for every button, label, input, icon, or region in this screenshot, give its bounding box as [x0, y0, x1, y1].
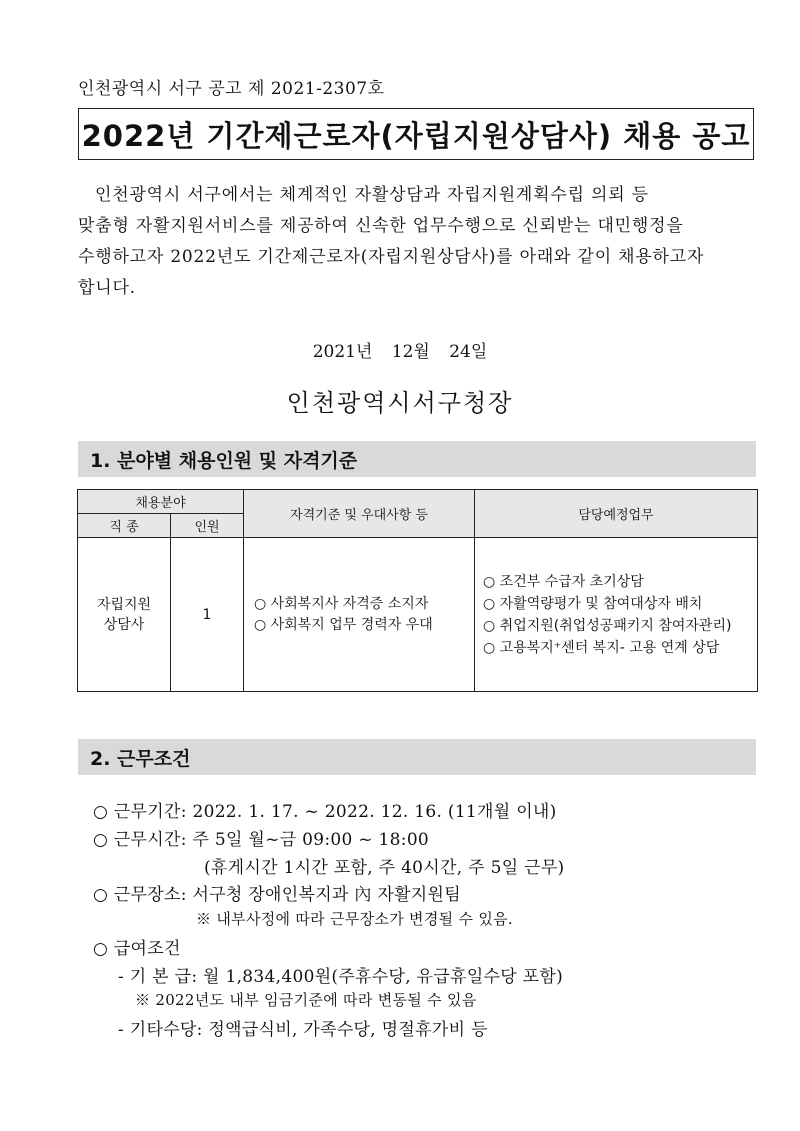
recruitment-table [77, 489, 758, 692]
header-count: 인원 [171, 514, 244, 538]
work-hours-note: (휴게시간 1시간 포함, 주 40시간, 주 5일 근무) [204, 858, 565, 878]
qualification-item: ○ 사회복지 업무 경력자 우대 [254, 616, 433, 633]
header-field: 채용분야 [78, 490, 244, 514]
duty-item: ○ 고용복지⁺센터 복지- 고용 연계 상담 [483, 639, 720, 656]
header-job: 직 종 [78, 514, 171, 538]
duties-cell [475, 538, 758, 692]
other-allowances: - 기타수당: 정액급식비, 가족수당, 명절휴가비 등 [118, 1020, 488, 1040]
duty-item: ○ 자활역량평가 및 참여대상자 배치 [483, 595, 703, 612]
title-box [78, 108, 754, 160]
section-1-header: 1. 분야별 채용인원 및 자격기준 [78, 441, 756, 477]
base-pay: - 기 본 급: 월 1,834,400원(주휴수당, 유급휴일수당 포함) [118, 967, 564, 987]
headcount-cell: 1 [171, 538, 244, 692]
work-hours: ○ 근무시간: 주 5일 월~금 09:00 ~ 18:00 [93, 830, 430, 850]
job-title-line-2: 상담사 [103, 616, 145, 633]
intro-line-4: 합니다. [78, 278, 136, 298]
intro-line-1: 인천광역시 서구에서는 체계적인 자활상담과 자립지원계획수립 의뢰 등 [95, 185, 649, 205]
intro-line-2: 맞춤형 자활지원서비스를 제공하여 신속한 업무수행으로 신뢰받는 대민행정을 [78, 216, 684, 236]
work-period: ○ 근무기간: 2022. 1. 17. ~ 2022. 12. 16. (11개월 이내) [93, 802, 557, 822]
header-qualifications: 자격기준 및 우대사항 등 [244, 490, 475, 538]
qualification-item: ○ 사회복지사 자격증 소지자 [254, 595, 429, 612]
duty-item: ○ 조건부 수급자 초기상담 [483, 573, 644, 590]
section-2-header: 2. 근무조건 [78, 739, 756, 775]
base-pay-note: ※ 2022년도 내부 임금기준에 따라 변동될 수 있음 [135, 991, 477, 1009]
job-title-line-1: 자립지원 [96, 596, 152, 613]
job-title-cell [78, 538, 171, 692]
intro-line-3: 수행하고자 2022년도 기간제근로자(자립지원상담사)를 아래와 같이 채용하고자 [78, 247, 705, 267]
work-place: ○ 근무장소: 서구청 장애인복지과 內 자활지원팀 [93, 885, 461, 905]
header-duties: 담당예정업무 [475, 490, 758, 538]
work-place-note: ※ 내부사정에 따라 근무장소가 변경될 수 있음. [196, 910, 513, 928]
issuer-name: 인천광역시서구청장 [286, 389, 514, 417]
salary-heading: ○ 급여조건 [93, 939, 181, 959]
qualifications-cell [244, 538, 475, 692]
duty-item: ○ 취업지원(취업성공패키지 참여자관리) [483, 617, 732, 634]
notice-number: 인천광역시 서구 공고 제 2021-2307호 [78, 79, 385, 99]
announcement-date: 2021년 12월 24일 [312, 342, 488, 362]
document-title: 2022년 기간제근로자(자립지원상담사) 채용 공고 [81, 118, 751, 153]
